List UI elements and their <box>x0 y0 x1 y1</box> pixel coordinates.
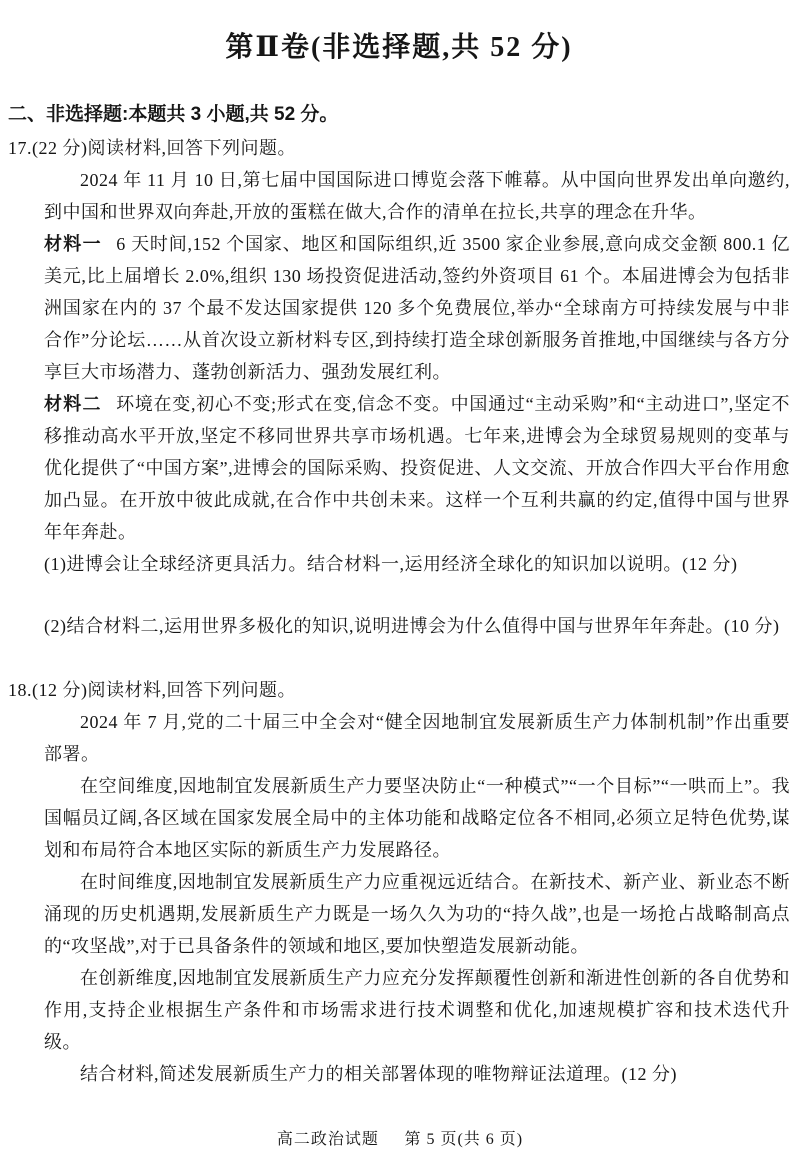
answer-space <box>8 580 790 610</box>
footer-page-number: 第 5 页(共 6 页) <box>404 1131 524 1148</box>
question-18 <box>8 674 790 1090</box>
q18-paragraph: 在创新维度,因地制宜发展新质生产力应充分发挥颠覆性创新和渐进性创新的各自优势和作用,支持企业根据生产条件和市场需求进行技术调整和优化,加速规模扩容和技术迭代升级。 <box>44 968 790 1052</box>
q18-paragraph: 2024 年 7 月,党的二十届三中全会对“健全因地制宜发展新质生产力体制机制”作出重要部署。 <box>44 712 790 764</box>
material-1-label: 材料一 <box>44 234 102 254</box>
page-content <box>0 28 800 1090</box>
page-title: 第Ⅱ卷(非选择题,共 52 分) <box>225 32 573 63</box>
q18-head: 18.(12 分)阅读材料,回答下列问题。 <box>8 680 296 700</box>
section-heading: 二、非选择题:本题共 3 小题,共 52 分。 <box>8 104 339 125</box>
q17-intro: 2024 年 11 月 10 日,第七届中国国际进口博览会落下帷幕。从中国向世界发出单向邀约,到中国和世界双向奔赴,开放的蛋糕在做大,合作的清单在拉长,共享的理念在升华。 <box>44 170 790 222</box>
q17-material-2 <box>44 388 790 548</box>
material-2-label: 材料二 <box>44 394 102 414</box>
q18-paragraph: 在空间维度,因地制宜发展新质生产力要坚决防止“一种模式”“一个目标”“一哄而上”。我国幅员辽阔,各区域在国家发展全局中的主体功能和战略定位各不相同,必须立足特色优势,谋划和布局符合本地区实际的新质生产力发展路径。 <box>44 776 790 860</box>
q18-paragraph: 在时间维度,因地制宜发展新质生产力应重视远近结合。在新技术、新产业、新业态不断涌现的历史机遇期,发展新质生产力既是一场久久为功的“持久战”,也是一场抢占战略制高点的“攻坚战”,对于已具备条件的领域和地区,要加快塑造发展新动能。 <box>44 872 790 956</box>
page-footer <box>0 1128 800 1152</box>
footer-exam-name: 高二政治试题 <box>276 1131 379 1148</box>
answer-space <box>8 642 790 674</box>
q18-final-question: 结合材料,简述发展新质生产力的相关部署体现的唯物辩证法道理。(12 分) <box>80 1064 677 1084</box>
q17-sub-question-2: (2)结合材料二,运用世界多极化的知识,说明进博会为什么值得中国与世界年年奔赴。(10 分) <box>44 616 780 636</box>
material-2-text: 环境在变,初心不变;形式在变,信念不变。中国通过“主动采购”和“主动进口”,坚定不移推动高水平开放,坚定不移同世界共享市场机遇。七年来,进博会为全球贸易规则的变革与优化提供了“中国方案”,进博会的国际采购、投资促进、人文交流、开放合作四大平台作用愈加凸显。在开放中彼此成就,在合作中共创未来。这样一个互利共赢的约定,值得中国与世界年年奔赴。 <box>44 394 791 542</box>
q17-sub-question-1: (1)进博会让全球经济更具活力。结合材料一,运用经济全球化的知识加以说明。(12 分) <box>44 554 738 574</box>
material-1-text: 6 天时间,152 个国家、地区和国际组织,近 3500 家企业参展,意向成交金额 800.1 亿美元,比上届增长 2.0%,组织 130 场投资促进活动,签约外资项目 61 个。本届进博会为包括非洲国家在内的 37 个最不发达国家提供 120 多个免费展位,举办“全球南方可持续发展与中非合作”分论坛……从首次设立新材料专区,到持续打造全球创新服务首推地,中国继续与各方分享巨大市场潜力、蓬勃创新活力、强劲发展红利。 <box>44 234 791 382</box>
q17-head: 17.(22 分)阅读材料,回答下列问题。 <box>8 138 296 158</box>
q17-material-1 <box>44 228 790 388</box>
question-17 <box>8 132 790 674</box>
